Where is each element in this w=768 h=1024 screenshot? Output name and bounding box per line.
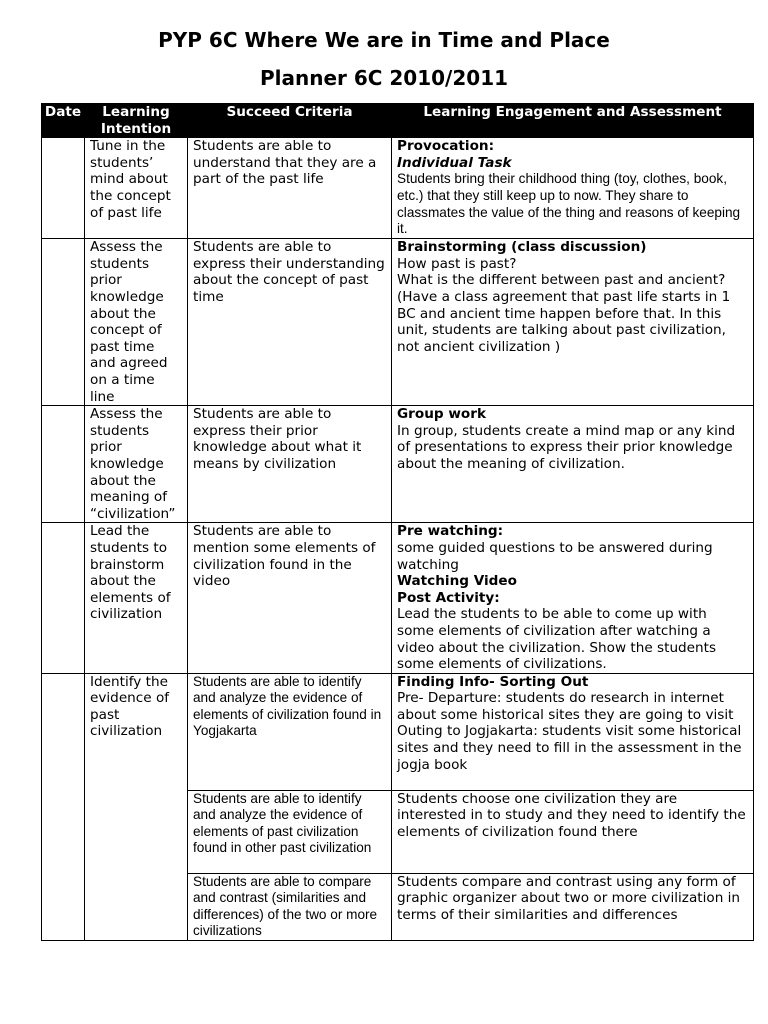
engagement-heading: Pre watching: xyxy=(397,523,504,540)
engagement-cell xyxy=(392,873,754,940)
engagement-text: How past is past? xyxy=(397,255,517,272)
criteria-cell: Students are able to compare and contrast (similarities and differences) of the two or more civilizations xyxy=(188,873,392,940)
table-row xyxy=(42,523,754,673)
intention-cell: Tune in the students’ mind about the concept of past life xyxy=(85,138,188,239)
date-cell xyxy=(42,673,85,940)
criteria-cell: Students are able to understand that they are a part of the past life xyxy=(188,138,392,239)
header-date: Date xyxy=(42,104,85,138)
table-row xyxy=(42,239,754,406)
document-subtitle: Planner 6C 2010/2011 xyxy=(259,66,509,90)
engagement-heading: Brainstorming (class discussion) xyxy=(397,239,647,256)
criteria-cell: Students are able to mention some elements of civilization found in the video xyxy=(188,523,392,673)
engagement-cell xyxy=(392,406,754,523)
engagement-text: Lead the students to be able to come up with some elements of civilization after watching a video about the civilization. Show the students some elements of civilizations. xyxy=(397,606,717,673)
table-row xyxy=(42,406,754,523)
engagement-cell xyxy=(392,138,754,239)
header-succeed-criteria: Succeed Criteria xyxy=(188,104,392,138)
header-learning-engagement: Learning Engagement and Assessment xyxy=(392,104,754,138)
date-cell xyxy=(42,406,85,523)
intention-cell: Assess the students prior knowledge about the concept of past time and agreed on a time line xyxy=(85,239,188,406)
engagement-cell xyxy=(392,239,754,406)
criteria-cell: Students are able to express their understanding about the concept of past time xyxy=(188,239,392,406)
intention-cell: Assess the students prior knowledge about the meaning of “civilization” xyxy=(85,406,188,523)
engagement-text: Outing to Jogjakarta: students visit some historical sites and they need to fill in the assessment in the jogja book xyxy=(397,723,742,773)
intention-cell: Identify the evidence of past civilization xyxy=(85,673,188,940)
engagement-heading: Watching Video xyxy=(397,573,517,590)
engagement-cell xyxy=(392,523,754,673)
engagement-subheading: Individual Task xyxy=(397,154,512,171)
engagement-text: (Have a class agreement that past life starts in 1 BC and ancient time happen before that. In this unit, students are talking about past civilization, not ancient civilization ) xyxy=(397,288,731,355)
date-cell xyxy=(42,239,85,406)
engagement-heading: Post Activity: xyxy=(397,589,500,606)
intention-cell: Lead the students to brainstorm about the elements of civilization xyxy=(85,523,188,673)
planner-table xyxy=(41,103,754,941)
criteria-cell: Students are able to identify and analyze the evidence of elements of past civilization found in other past civilization xyxy=(188,790,392,873)
table-row xyxy=(42,138,754,239)
engagement-heading: Provocation: xyxy=(397,138,495,155)
engagement-text: Students choose one civilization they are interested in to study and they need to identify the elements of civilization found there xyxy=(397,790,746,840)
engagement-heading: Group work xyxy=(397,406,486,423)
engagement-text: What is the different between past and ancient? xyxy=(397,272,726,289)
engagement-text: Students compare and contrast using any form of graphic organizer about two or more civilization in terms of their similarities and differences xyxy=(397,873,741,923)
header-learning-intention: Learning Intention xyxy=(85,104,188,138)
criteria-cell: Students are able to express their prior knowledge about what it means by civilization xyxy=(188,406,392,523)
table-header-row xyxy=(42,104,754,138)
engagement-text: In group, students create a mind map or any kind of presentations to express their prior knowledge about the meaning of civilization. xyxy=(397,422,736,472)
engagement-text: Students bring their childhood thing (toy, clothes, book, etc.) that they still keep up to now. They share to classmates the value of the thing and reasons of keeping it. xyxy=(397,171,741,237)
criteria-cell: Students are able to identify and analyze the evidence of elements of civilization found in Yogjakarta xyxy=(188,673,392,790)
document-title: PYP 6C Where We are in Time and Place xyxy=(158,28,610,52)
engagement-cell xyxy=(392,673,754,790)
table-row xyxy=(42,673,754,790)
engagement-cell xyxy=(392,790,754,873)
date-cell xyxy=(42,523,85,673)
date-cell xyxy=(42,138,85,239)
engagement-text: Pre- Departure: students do research in internet about some historical sites they are going to visit xyxy=(397,690,734,723)
engagement-heading: Finding Info- Sorting Out xyxy=(397,673,589,690)
engagement-text: some guided questions to be answered during watching xyxy=(397,539,713,573)
